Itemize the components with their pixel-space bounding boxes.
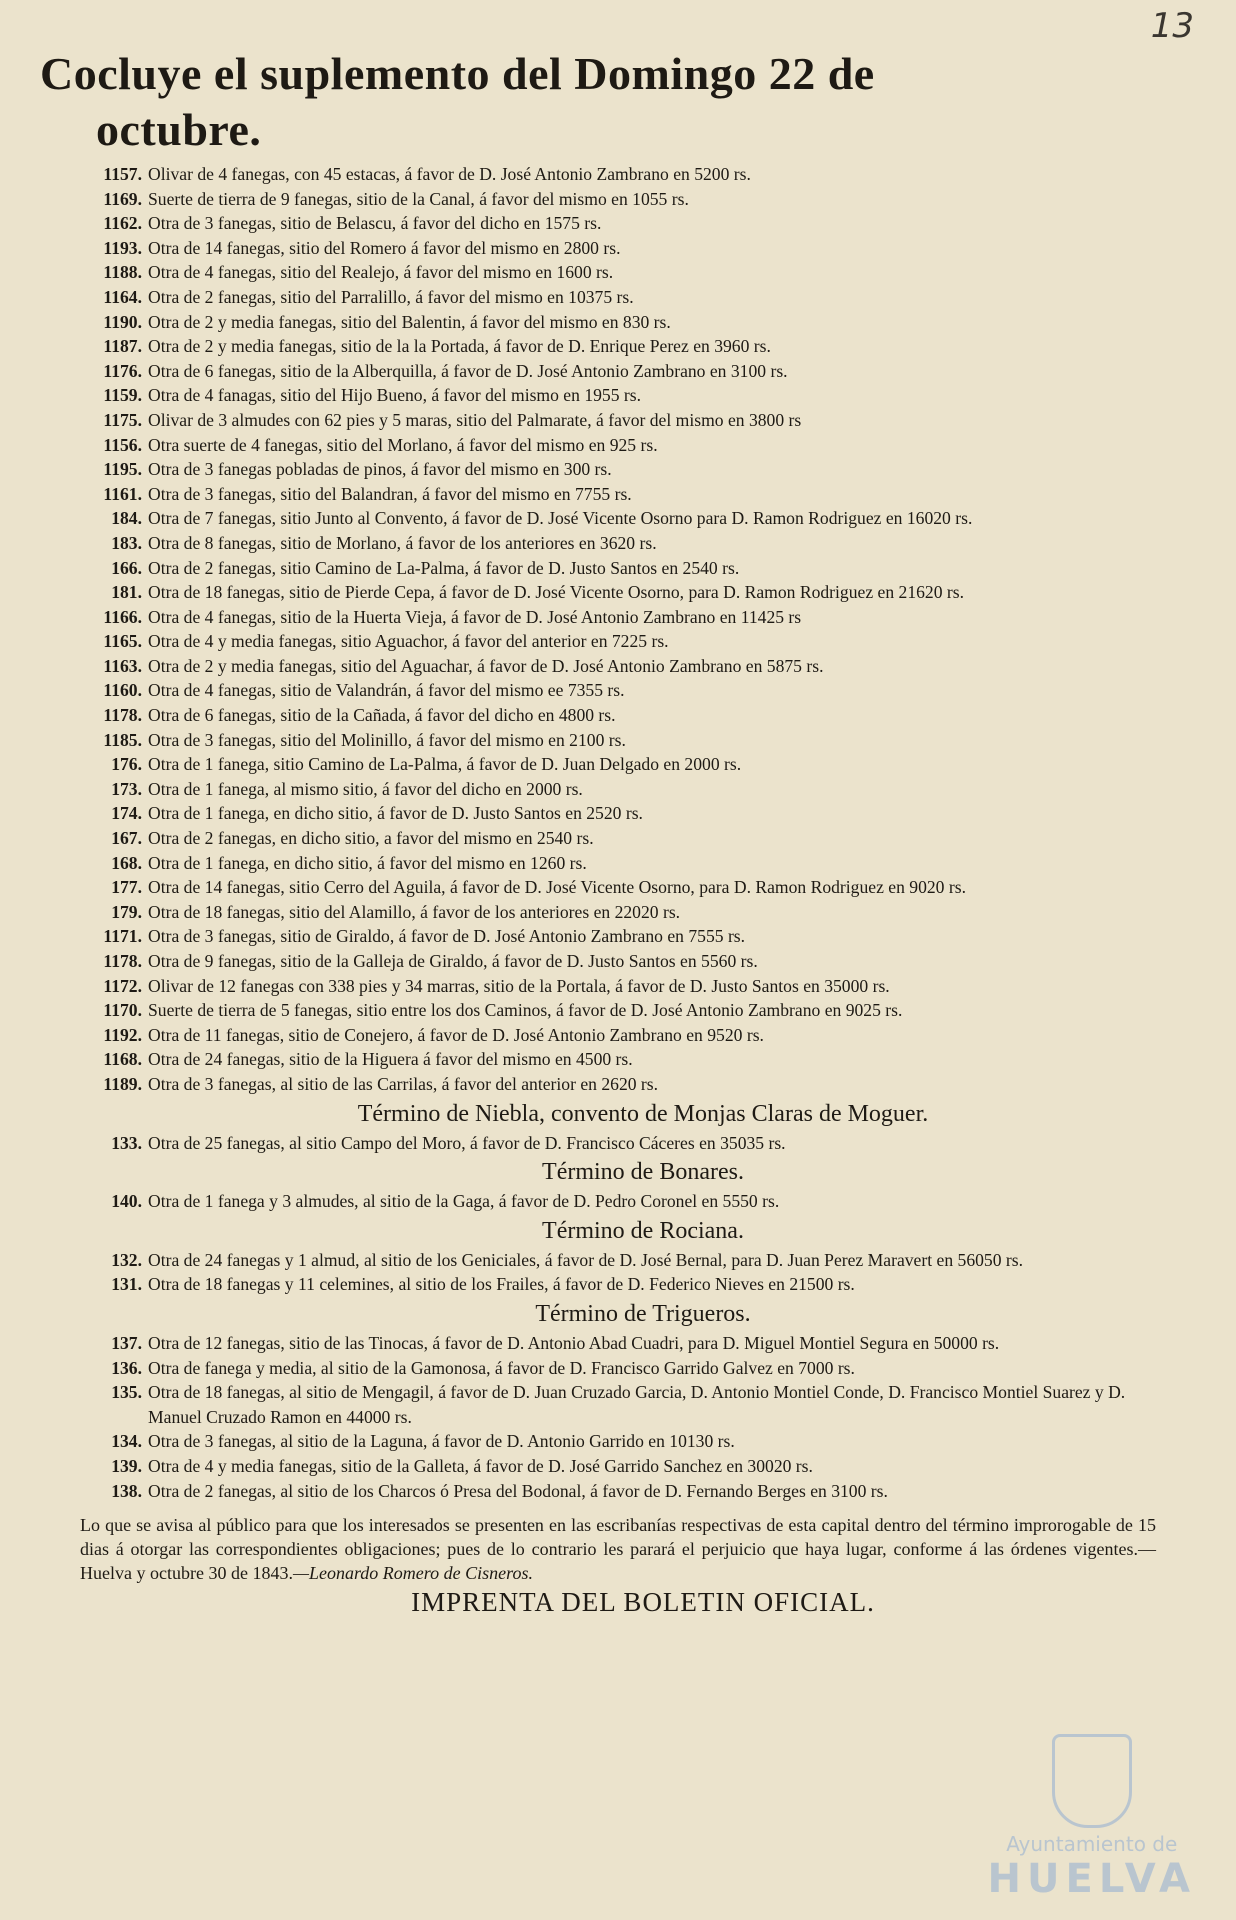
entry-number: 1171. — [103, 926, 142, 947]
list-item — [40, 1429, 1166, 1454]
entry-text: Otra de 2 fanegas, sitio Camino de La-Palma, á favor de D. Justo Santos en 2540 rs. — [148, 557, 740, 578]
entry-text: Otra de 3 fanegas, al sitio de las Carrilas, á favor del anterior en 2620 rs. — [148, 1073, 659, 1094]
list-item — [40, 777, 1166, 802]
entry-text: Otra de 3 fanegas, sitio del Balandran, á favor del mismo en 7755 rs. — [148, 483, 632, 504]
entry-text: Otra de 3 fanegas, sitio de Giraldo, á favor de D. José Antonio Zambrano en 7555 rs. — [148, 926, 746, 947]
notice-body: Lo que se avisa al público para que los interesados se presenten en las escribanías respectivas de esta capital dentro del término improrogable de 15 dias á otorgar las correspondientes obligaciones; pues de lo contrario les parará el perjuicio que haya lugar, conforme á las órdenes vigentes.—Huelva y octubre 30 de 1843. — [80, 1515, 1156, 1584]
entry-number: 1195. — [103, 459, 142, 480]
list-item — [40, 1047, 1166, 1072]
coat-of-arms-icon — [1052, 1734, 1132, 1828]
entry-text: Otra de 7 fanegas, sitio Junto al Convento, á favor de D. José Vicente Osorno para D. Ramon Rodriguez en 16020 rs. — [148, 508, 973, 529]
entry-text: Otra de 1 fanega, sitio Camino de La-Palma, á favor de D. Juan Delgado en 2000 rs. — [148, 754, 742, 775]
page-title — [40, 0, 1166, 158]
entry-text: Otra de 18 fanegas, al sitio de Mengagil, á favor de D. Juan Cruzado Garcia, D. Antonio Montiel Conde, D. Francisco Montiel Suarez y D. Manuel Cruzado Ramon en 44000 rs. — [148, 1382, 1126, 1427]
entry-number: 183. — [111, 532, 142, 553]
entry-text: Otra de 8 fanegas, sitio de Morlano, á favor de los anteriores en 3620 rs. — [148, 532, 657, 553]
entry-text: Otra de 4 y media fanegas, sitio de la Galleta, á favor de D. José Garrido Sanchez en 30020 rs. — [148, 1455, 813, 1476]
list-item — [40, 211, 1166, 236]
entry-number: 1161. — [103, 483, 142, 504]
entry-text: Otra de 1 fanega, en dicho sitio, á favor de D. Justo Santos en 2520 rs. — [148, 803, 643, 824]
entry-text: Otra de 25 fanegas, al sitio Campo del Moro, á favor de D. Francisco Cáceres en 35035 rs. — [148, 1132, 786, 1153]
entry-number: 173. — [111, 778, 142, 799]
entry-text: Otra de 6 fanegas, sitio de la Alberquilla, á favor de D. José Antonio Zambrano en 3100 rs. — [148, 360, 788, 381]
title-line-2: octubre. — [96, 104, 262, 155]
list-item — [40, 703, 1166, 728]
entry-text: Otra de 4 fanegas, sitio del Realejo, á favor del mismo en 1600 rs. — [148, 262, 614, 283]
entry-number: 1168. — [103, 1049, 142, 1070]
entry-text: Otra suerte de 4 fanegas, sitio del Morlano, á favor del mismo en 925 rs. — [148, 434, 658, 455]
entry-number: 1189. — [103, 1073, 142, 1094]
entry-number: 168. — [111, 852, 142, 873]
entry-number: 136. — [111, 1357, 142, 1378]
entry-text: Otra de 9 fanegas, sitio de la Galleja de Giraldo, á favor de D. Justo Santos en 5560 rs. — [148, 951, 758, 971]
entry-text: Otra de 4 y media fanegas, sitio Aguachor, á favor del anterior en 7225 rs. — [148, 631, 669, 652]
list-item — [40, 1272, 1166, 1297]
entry-text: Olivar de 3 almudes con 62 pies y 5 maras, sitio del Palmarate, á favor del mismo en 3800 rs — [148, 409, 802, 430]
entry-number: 140. — [111, 1191, 142, 1212]
entry-text: Otra de 1 fanega y 3 almudes, al sitio de la Gaga, á favor de D. Pedro Coronel en 5550 rs. — [148, 1191, 780, 1212]
entries-niebla — [40, 1131, 1166, 1156]
list-item — [40, 826, 1166, 851]
list-item — [40, 580, 1166, 605]
corner-mark: 13 — [1150, 6, 1194, 46]
entry-number: 137. — [111, 1332, 142, 1353]
entry-number: 1178. — [103, 951, 142, 971]
entry-number: 1160. — [103, 680, 142, 701]
list-item — [40, 1331, 1166, 1356]
entry-number: 177. — [111, 877, 142, 898]
list-item — [40, 383, 1166, 408]
entry-text: Suerte de tierra de 5 fanegas, sitio entre los dos Caminos, á favor de D. José Antonio Zambrano en 9025 rs. — [148, 1000, 903, 1021]
entry-text: Otra de 18 fanegas, sitio de Pierde Cepa, á favor de D. José Vicente Osorno, para D. Ramon Rodriguez en 21620 rs. — [148, 582, 965, 603]
list-item — [40, 654, 1166, 679]
entry-number: 132. — [111, 1249, 142, 1270]
entries-trigueros — [40, 1331, 1166, 1503]
entry-text: Otra de 2 fanegas, sitio del Parralillo, á favor del mismo en 10375 rs. — [148, 286, 634, 307]
entry-text: Otra de 2 y media fanegas, sitio del Balentin, á favor del mismo en 830 rs. — [148, 311, 671, 332]
list-item — [40, 752, 1166, 777]
list-item — [40, 605, 1166, 630]
entry-text: Otra de 24 fanegas, sitio de la Higuera á favor del mismo en 4500 rs. — [148, 1049, 633, 1070]
list-item — [40, 900, 1166, 925]
list-item — [40, 162, 1166, 187]
entry-number: 1157. — [103, 164, 142, 184]
list-item — [40, 801, 1166, 826]
entry-text: Otra de 12 fanegas, sitio de las Tinocas, á favor de D. Antonio Abad Cuadri, para D. Miguel Montiel Segura en 50000 rs. — [148, 1332, 1000, 1353]
entry-number: 181. — [111, 582, 142, 603]
entry-number: 139. — [111, 1455, 142, 1476]
entry-number: 1187. — [103, 336, 142, 357]
entry-text: Otra de 3 fanegas, sitio de Belascu, á favor del dicho en 1575 rs. — [148, 213, 602, 234]
entry-text: Otra de 2 y media fanegas, sitio del Aguachar, á favor de D. José Antonio Zambrano en 5875 rs. — [148, 655, 824, 676]
printer-imprint: IMPRENTA DEL BOLETIN OFICIAL. — [411, 1587, 875, 1618]
watermark-big-text: HUELVA — [987, 1856, 1196, 1902]
list-item — [40, 1072, 1166, 1097]
entry-number: 184. — [111, 508, 142, 529]
entry-number: 135. — [111, 1382, 142, 1403]
list-item — [40, 310, 1166, 335]
entry-number: 179. — [111, 901, 142, 922]
entry-number: 1170. — [103, 1000, 142, 1021]
entry-number: 1165. — [103, 631, 142, 652]
entry-text: Otra de 11 fanegas, sitio de Conejero, á favor de D. José Antonio Zambrano en 9520 rs. — [148, 1024, 764, 1045]
watermark-small-text: Ayuntamiento de — [1006, 1832, 1178, 1856]
entry-number: 1159. — [103, 385, 142, 406]
list-item — [40, 728, 1166, 753]
entry-number: 134. — [111, 1431, 142, 1452]
entry-number: 1172. — [103, 975, 142, 996]
entry-text: Otra de 14 fanegas, sitio del Romero á favor del mismo en 2800 rs. — [148, 237, 621, 258]
closing-notice — [80, 1513, 1166, 1585]
list-item — [40, 974, 1166, 999]
section-heading-trigueros: Término de Trigueros. — [535, 1300, 751, 1327]
list-item — [40, 260, 1166, 285]
entry-text: Otra de 4 fanegas, sitio de Valandrán, á favor del mismo ee 7355 rs. — [148, 680, 625, 701]
entry-text: Otra de 2 y media fanegas, sitio de la la Portada, á favor de D. Enrique Perez en 3960 rs. — [148, 336, 771, 357]
entry-number: 138. — [111, 1480, 142, 1501]
entry-number: 1175. — [103, 409, 142, 430]
entry-text: Otra de 4 fanagas, sitio del Hijo Bueno, á favor del mismo en 1955 rs. — [148, 385, 642, 406]
entry-number: 1163. — [103, 655, 142, 676]
entries-bonares — [40, 1189, 1166, 1214]
list-item — [40, 1131, 1166, 1156]
section-heading-bonares: Término de Bonares. — [542, 1159, 744, 1186]
entry-text: Otra de 4 fanegas, sitio de la Huerta Vieja, á favor de D. José Antonio Zambrano en 11425 rs — [148, 606, 802, 627]
list-item — [40, 1479, 1166, 1504]
notice-signature: —Leonardo Romero de Cisneros. — [292, 1563, 533, 1584]
entry-text: Otra de 2 fanegas, al sitio de los Charcos ó Presa del Bodonal, á favor de D. Fernando Berges en 3100 rs. — [148, 1480, 888, 1501]
list-item — [40, 506, 1166, 531]
entry-number: 174. — [111, 803, 142, 824]
entry-number: 1176. — [103, 360, 142, 381]
entry-text: Otra de 6 fanegas, sitio de la Cañada, á favor del dicho en 4800 rs. — [148, 705, 616, 726]
list-item — [40, 1356, 1166, 1381]
list-item — [40, 1248, 1166, 1273]
entry-number: 1162. — [103, 213, 142, 234]
entry-text: Otra de 1 fanega, en dicho sitio, á favor del mismo en 1260 rs. — [148, 852, 587, 873]
entry-text: Otra de 2 fanegas, en dicho sitio, a favor del mismo en 2540 rs. — [148, 828, 594, 849]
entry-number: 176. — [111, 754, 142, 775]
entry-number: 1166. — [103, 606, 142, 627]
list-item — [40, 998, 1166, 1023]
list-item — [40, 1454, 1166, 1479]
entry-text: Otra de 24 fanegas y 1 almud, al sitio de los Geniciales, á favor de D. José Bernal, para D. Juan Perez Maravert en 56050 rs. — [148, 1249, 1024, 1270]
list-item — [40, 236, 1166, 261]
archive-watermark — [988, 1734, 1196, 1902]
entry-number: 1193. — [103, 237, 142, 258]
list-item — [40, 556, 1166, 581]
entry-text: Otra de 14 fanegas, sitio Cerro del Aguila, á favor de D. José Vicente Osorno, para D. Ramon Rodriguez en 9020 rs. — [148, 877, 966, 898]
entry-text: Otra de 3 fanegas pobladas de pinos, á favor del mismo en 300 rs. — [148, 459, 612, 480]
list-item — [40, 875, 1166, 900]
section-heading-niebla: Término de Niebla, convento de Monjas Claras de Moguer. — [357, 1100, 929, 1127]
entry-number: 1188. — [103, 262, 142, 283]
entry-text: Olivar de 4 fanegas, con 45 estacas, á favor de D. José Antonio Zambrano en 5200 rs. — [148, 164, 751, 184]
list-item — [40, 187, 1166, 212]
entry-number: 1192. — [103, 1024, 142, 1045]
entry-text: Otra de 18 fanegas, sitio del Alamillo, á favor de los anteriores en 22020 rs. — [148, 901, 681, 922]
list-item — [40, 334, 1166, 359]
entry-number: 1185. — [103, 729, 142, 750]
list-item — [40, 629, 1166, 654]
list-item — [40, 949, 1166, 974]
list-item — [40, 408, 1166, 433]
entries-list — [40, 162, 1166, 1503]
title-line-1: Cocluye el suplemento del Domingo 22 de — [40, 48, 875, 99]
entry-text: Otra de 1 fanega, al mismo sitio, á favor del dicho en 2000 rs. — [148, 778, 583, 799]
list-item — [40, 457, 1166, 482]
entries-rociana — [40, 1248, 1166, 1297]
entry-text: Otra de 3 fanegas, al sitio de la Laguna, á favor de D. Antonio Garrido en 10130 rs. — [148, 1431, 735, 1452]
entry-number: 1190. — [103, 311, 142, 332]
entry-number: 133. — [111, 1132, 142, 1153]
list-item — [40, 359, 1166, 384]
list-item — [40, 1023, 1166, 1048]
list-item — [40, 851, 1166, 876]
entry-text: Olivar de 12 fanegas con 338 pies y 34 marras, sitio de la Portala, á favor de D. Justo Santos en 35000 rs. — [148, 975, 890, 996]
entry-number: 131. — [111, 1274, 142, 1295]
list-item — [40, 433, 1166, 458]
list-item — [40, 531, 1166, 556]
entry-number: 1164. — [103, 286, 142, 307]
list-item — [40, 1189, 1166, 1214]
list-item — [40, 678, 1166, 703]
section-heading-rociana: Término de Rociana. — [542, 1217, 744, 1244]
entry-number: 1169. — [103, 188, 142, 209]
entries-main — [40, 162, 1166, 1097]
entry-number: 167. — [111, 828, 142, 849]
entry-number: 1156. — [103, 434, 142, 455]
entry-number: 1178. — [103, 705, 142, 726]
entry-text: Otra de fanega y media, al sitio de la Gamonosa, á favor de D. Francisco Garrido Galvez en 7000 rs. — [148, 1357, 855, 1378]
entry-text: Otra de 18 fanegas y 11 celemines, al sitio de los Frailes, á favor de D. Federico Nieves en 21500 rs. — [148, 1274, 855, 1295]
list-item — [40, 285, 1166, 310]
entry-text: Suerte de tierra de 9 fanegas, sitio de la Canal, á favor del mismo en 1055 rs. — [148, 188, 689, 209]
list-item — [40, 924, 1166, 949]
entry-text: Otra de 3 fanegas, sitio del Molinillo, á favor del mismo en 2100 rs. — [148, 729, 626, 750]
list-item — [40, 482, 1166, 507]
entry-number: 166. — [111, 557, 142, 578]
list-item — [40, 1380, 1166, 1429]
